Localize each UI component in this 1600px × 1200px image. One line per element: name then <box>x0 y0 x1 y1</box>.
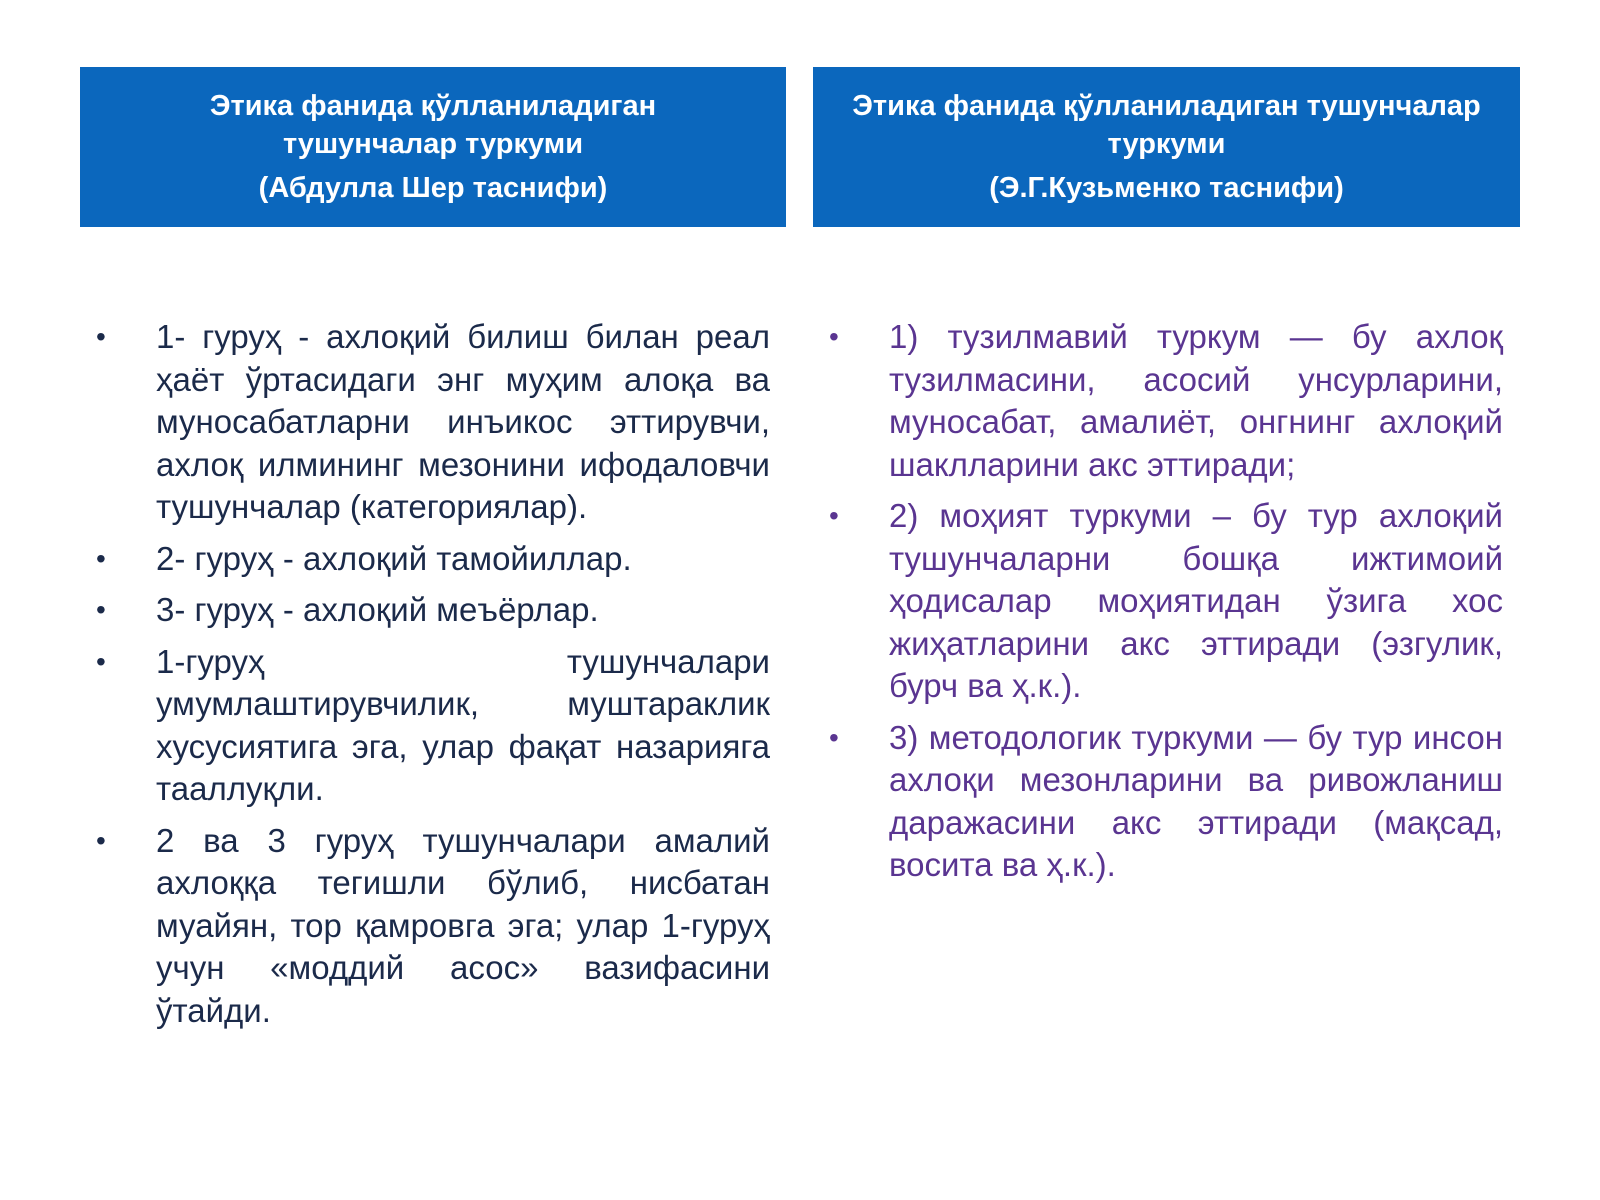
right-list-item <box>829 495 1503 708</box>
left-item-text: 1-гуруҳ тушунчалари умумлаштирувчилик, муштараклик хусусиятига эга, улар фақат назарияга тааллуқли. <box>156 642 770 807</box>
bullet-icon: • <box>96 824 106 856</box>
left-header-source: (Абдулла Шер таснифи) <box>258 172 608 204</box>
left-list-item <box>96 820 770 1033</box>
bullet-icon: • <box>829 721 839 753</box>
right-bullet-list <box>829 316 1503 887</box>
bullet-icon: • <box>96 321 106 352</box>
left-list-item <box>96 538 770 581</box>
left-column <box>96 316 770 1041</box>
left-item-text: 1- гуруҳ - ахлоқий билиш билан реал ҳаёт ўртасидаги энг муҳим алоқа ва муносабатларни инъикос эттирувчи, ахлоқ илмининг мезонини ифодаловчи тушунчалар (категориялар). <box>156 318 770 525</box>
right-list-item <box>829 316 1503 486</box>
left-list-item <box>96 641 770 811</box>
left-item-text: 2 ва 3 гуруҳ тушунчалари амалий ахлоққа тегишли бўлиб, нисбатан муайян, тор қамровга эга; улар 1-гуруҳ учун «моддий асос» вазифасини ўтайди. <box>156 821 770 1029</box>
right-header-box <box>813 67 1520 227</box>
right-header-source: (Э.Г.Кузьменко таснифи) <box>989 172 1344 204</box>
left-header-box <box>80 67 786 227</box>
right-item-text: 1) тузилмавий туркум — бу ахлоқ тузилмасини, асосий унсурларини, муносабат, амалиёт, онгнинг ахлоқий шаклларини акс эттиради; <box>889 318 1503 483</box>
bullet-icon: • <box>829 500 839 531</box>
left-item-text: 3- гуруҳ - ахлоқий меъёрлар. <box>156 591 599 628</box>
left-bullet-list <box>96 316 770 1032</box>
bullet-icon: • <box>829 321 839 352</box>
right-item-text: 2) моҳият туркуми – бу тур ахлоқий тушунчаларни бошқа ижтимоий ҳодисалар моҳиятидан ўзига хос жиҳатларини акс эттиради (эзгулик, бурч ва ҳ.к.). <box>889 497 1503 704</box>
right-header-line2: туркуми <box>1107 128 1226 160</box>
right-column <box>829 316 1503 896</box>
left-header-line1: Этика фанида қўлланиладиган <box>209 90 657 122</box>
right-item-text: 3) методологик туркуми — бу тур инсон ахлоқи мезонларини ва ривожланиш даражасини акс эттиради (мақсад, восита ва ҳ.к.). <box>889 718 1503 883</box>
bullet-icon: • <box>96 542 106 574</box>
left-list-item <box>96 316 770 529</box>
left-header-line2: тушунчалар туркуми <box>282 128 584 160</box>
left-item-text: 2- гуруҳ - ахлоқий тамойиллар. <box>156 539 632 577</box>
left-list-item <box>96 589 770 632</box>
right-header-line1: Этика фанида қўлланиладиган тушунчалар <box>852 90 1481 122</box>
bullet-icon: • <box>96 594 106 625</box>
bullet-icon: • <box>96 645 106 677</box>
right-list-item <box>829 717 1503 887</box>
